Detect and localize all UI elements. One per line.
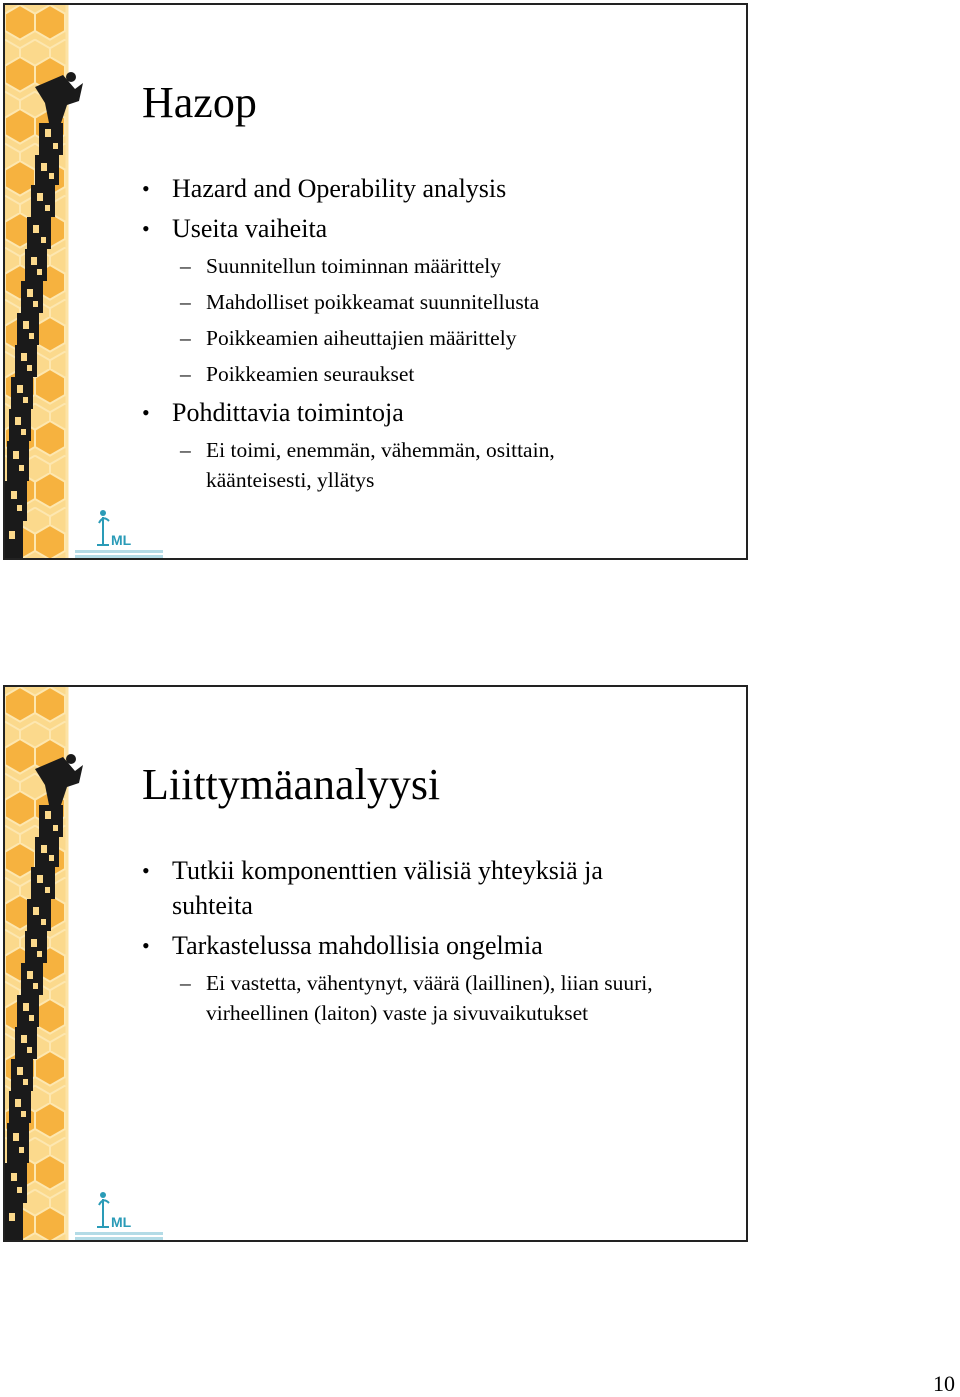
slide-content [142, 853, 732, 1034]
sub-bullet-item: – Poikkeamien seuraukset [142, 359, 732, 389]
slide-content [142, 171, 732, 501]
bullet-item: • Useita vaiheita [142, 211, 732, 246]
bullet-item: • Tarkastelussa mahdollisia ongelmia [142, 928, 732, 963]
page-number: 10 [933, 1371, 955, 1396]
slide-title: Hazop [142, 78, 257, 127]
sub-bullet-item: – Mahdolliset poikkeamat suunnitellusta [142, 287, 732, 317]
bullet-item: • Hazard and Operability analysis [142, 171, 732, 206]
fml-logo [75, 1192, 163, 1240]
slide-title: Liittymäanalyysi [142, 760, 441, 809]
logo-text: ML [111, 1214, 132, 1230]
bullet-item: • Tutkii komponenttien välisiä yhteyksiä ja suhteita [142, 853, 672, 923]
bullet-item: • Pohdittavia toimintoja [142, 395, 732, 430]
sub-bullet-item: – Ei toimi, enemmän, vähemmän, osittain, käänteisesti, yllätys [142, 435, 626, 495]
giraffe-decoration [5, 5, 165, 560]
giraffe-decoration [5, 687, 165, 1242]
logo-text: ML [111, 532, 132, 548]
sub-bullet-item: – Ei vastetta, vähentynyt, väärä (laillinen), liian suuri, virheellinen (laiton) vaste ja sivuvaikutukset [142, 968, 676, 1028]
fml-logo [75, 510, 163, 558]
slide-1 [3, 3, 748, 560]
sub-bullet-item: – Suunnitellun toiminnan määrittely [142, 251, 732, 281]
sub-bullet-item: – Poikkeamien aiheuttajien määrittely [142, 323, 732, 353]
slide-2 [3, 685, 748, 1242]
